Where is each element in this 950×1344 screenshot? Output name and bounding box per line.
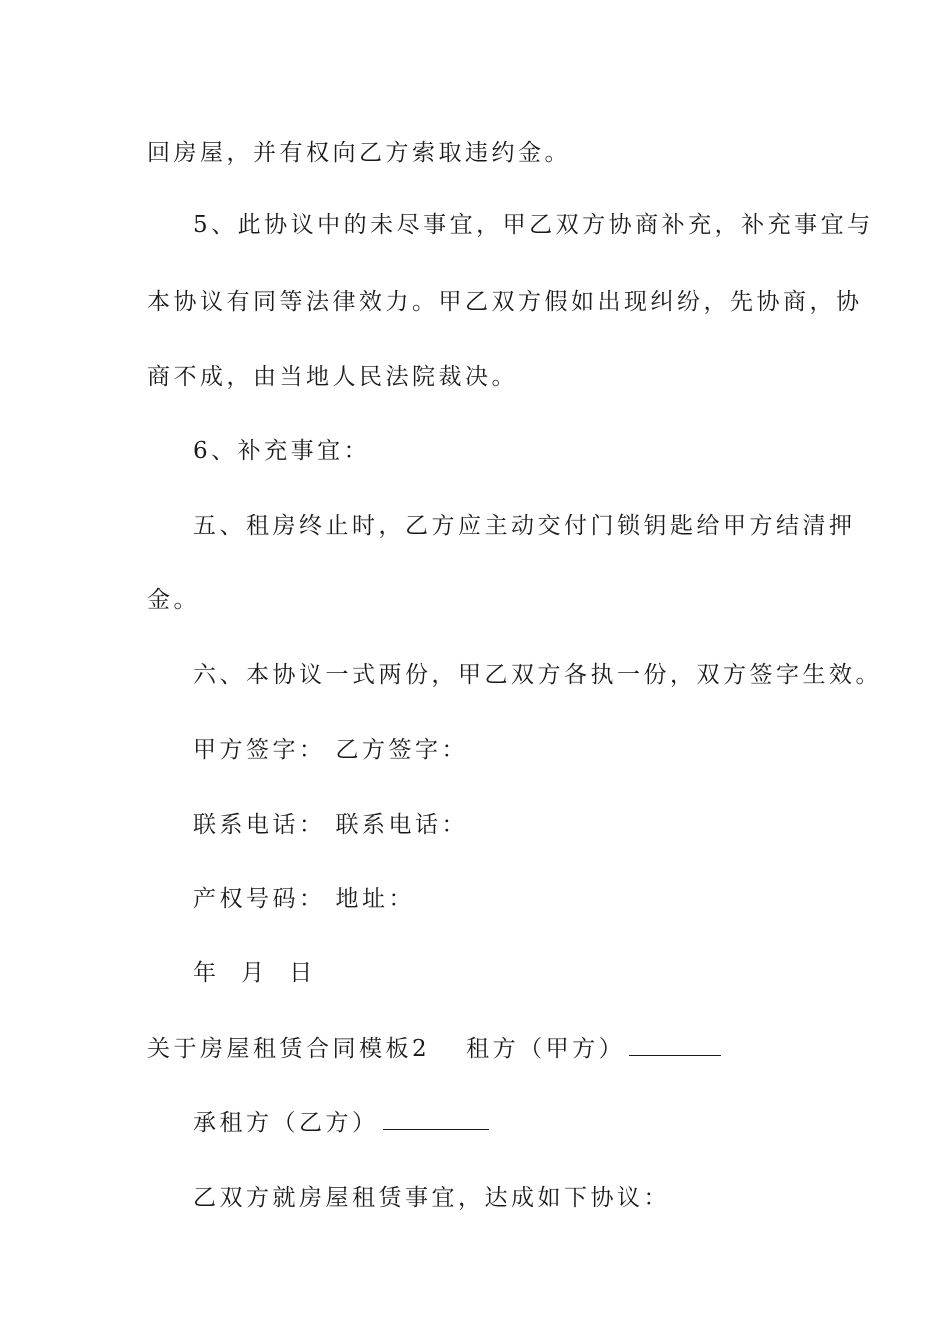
paragraph-line: 五、租房终止时，乙方应主动交付门锁钥匙给甲方结清押 (193, 513, 856, 539)
property-row (193, 884, 415, 914)
signature-row (193, 735, 468, 765)
party-b-sign-label: 乙方签字： (335, 737, 468, 763)
phone-b-label: 联系电话： (335, 812, 468, 838)
lessor-label: 租方（甲方） (466, 1036, 626, 1062)
paragraph-line: 本协议有同等法律效力。甲乙双方假如出现纠纷，先协商，协 (147, 289, 863, 315)
party-a-sign-label: 甲方签字： (193, 737, 326, 763)
date-row: 年 月 日 (193, 960, 316, 986)
paragraph-line: 6、补充事宜： (193, 438, 371, 464)
paragraph-line: 乙双方就房屋租赁事宜，达成如下协议： (193, 1185, 670, 1211)
lessee-blank (383, 1109, 489, 1130)
template2-title: 关于房屋租赁合同模板2 (147, 1036, 431, 1062)
paragraph-line: 六、本协议一式两份，甲乙双方各执一份，双方签字生效。 (193, 662, 882, 688)
lessee-row (193, 1108, 489, 1138)
paragraph-line: 商不成，由当地人民法院裁决。 (147, 364, 518, 390)
property-no-label: 产权号码： (193, 886, 326, 912)
phone-row (193, 810, 468, 840)
lessor-blank (629, 1035, 721, 1056)
address-label: 地址： (335, 886, 415, 912)
template2-title-row (147, 1034, 721, 1064)
paragraph-line: 回房屋，并有权向乙方索取违约金。 (147, 140, 571, 166)
paragraph-line: 金。 (147, 587, 200, 613)
lessee-label: 承租方（乙方） (193, 1110, 379, 1136)
phone-a-label: 联系电话： (193, 812, 326, 838)
paragraph-line: 5、此协议中的未尽事宜，甲乙双方协商补充，补充事宜与 (193, 212, 874, 238)
